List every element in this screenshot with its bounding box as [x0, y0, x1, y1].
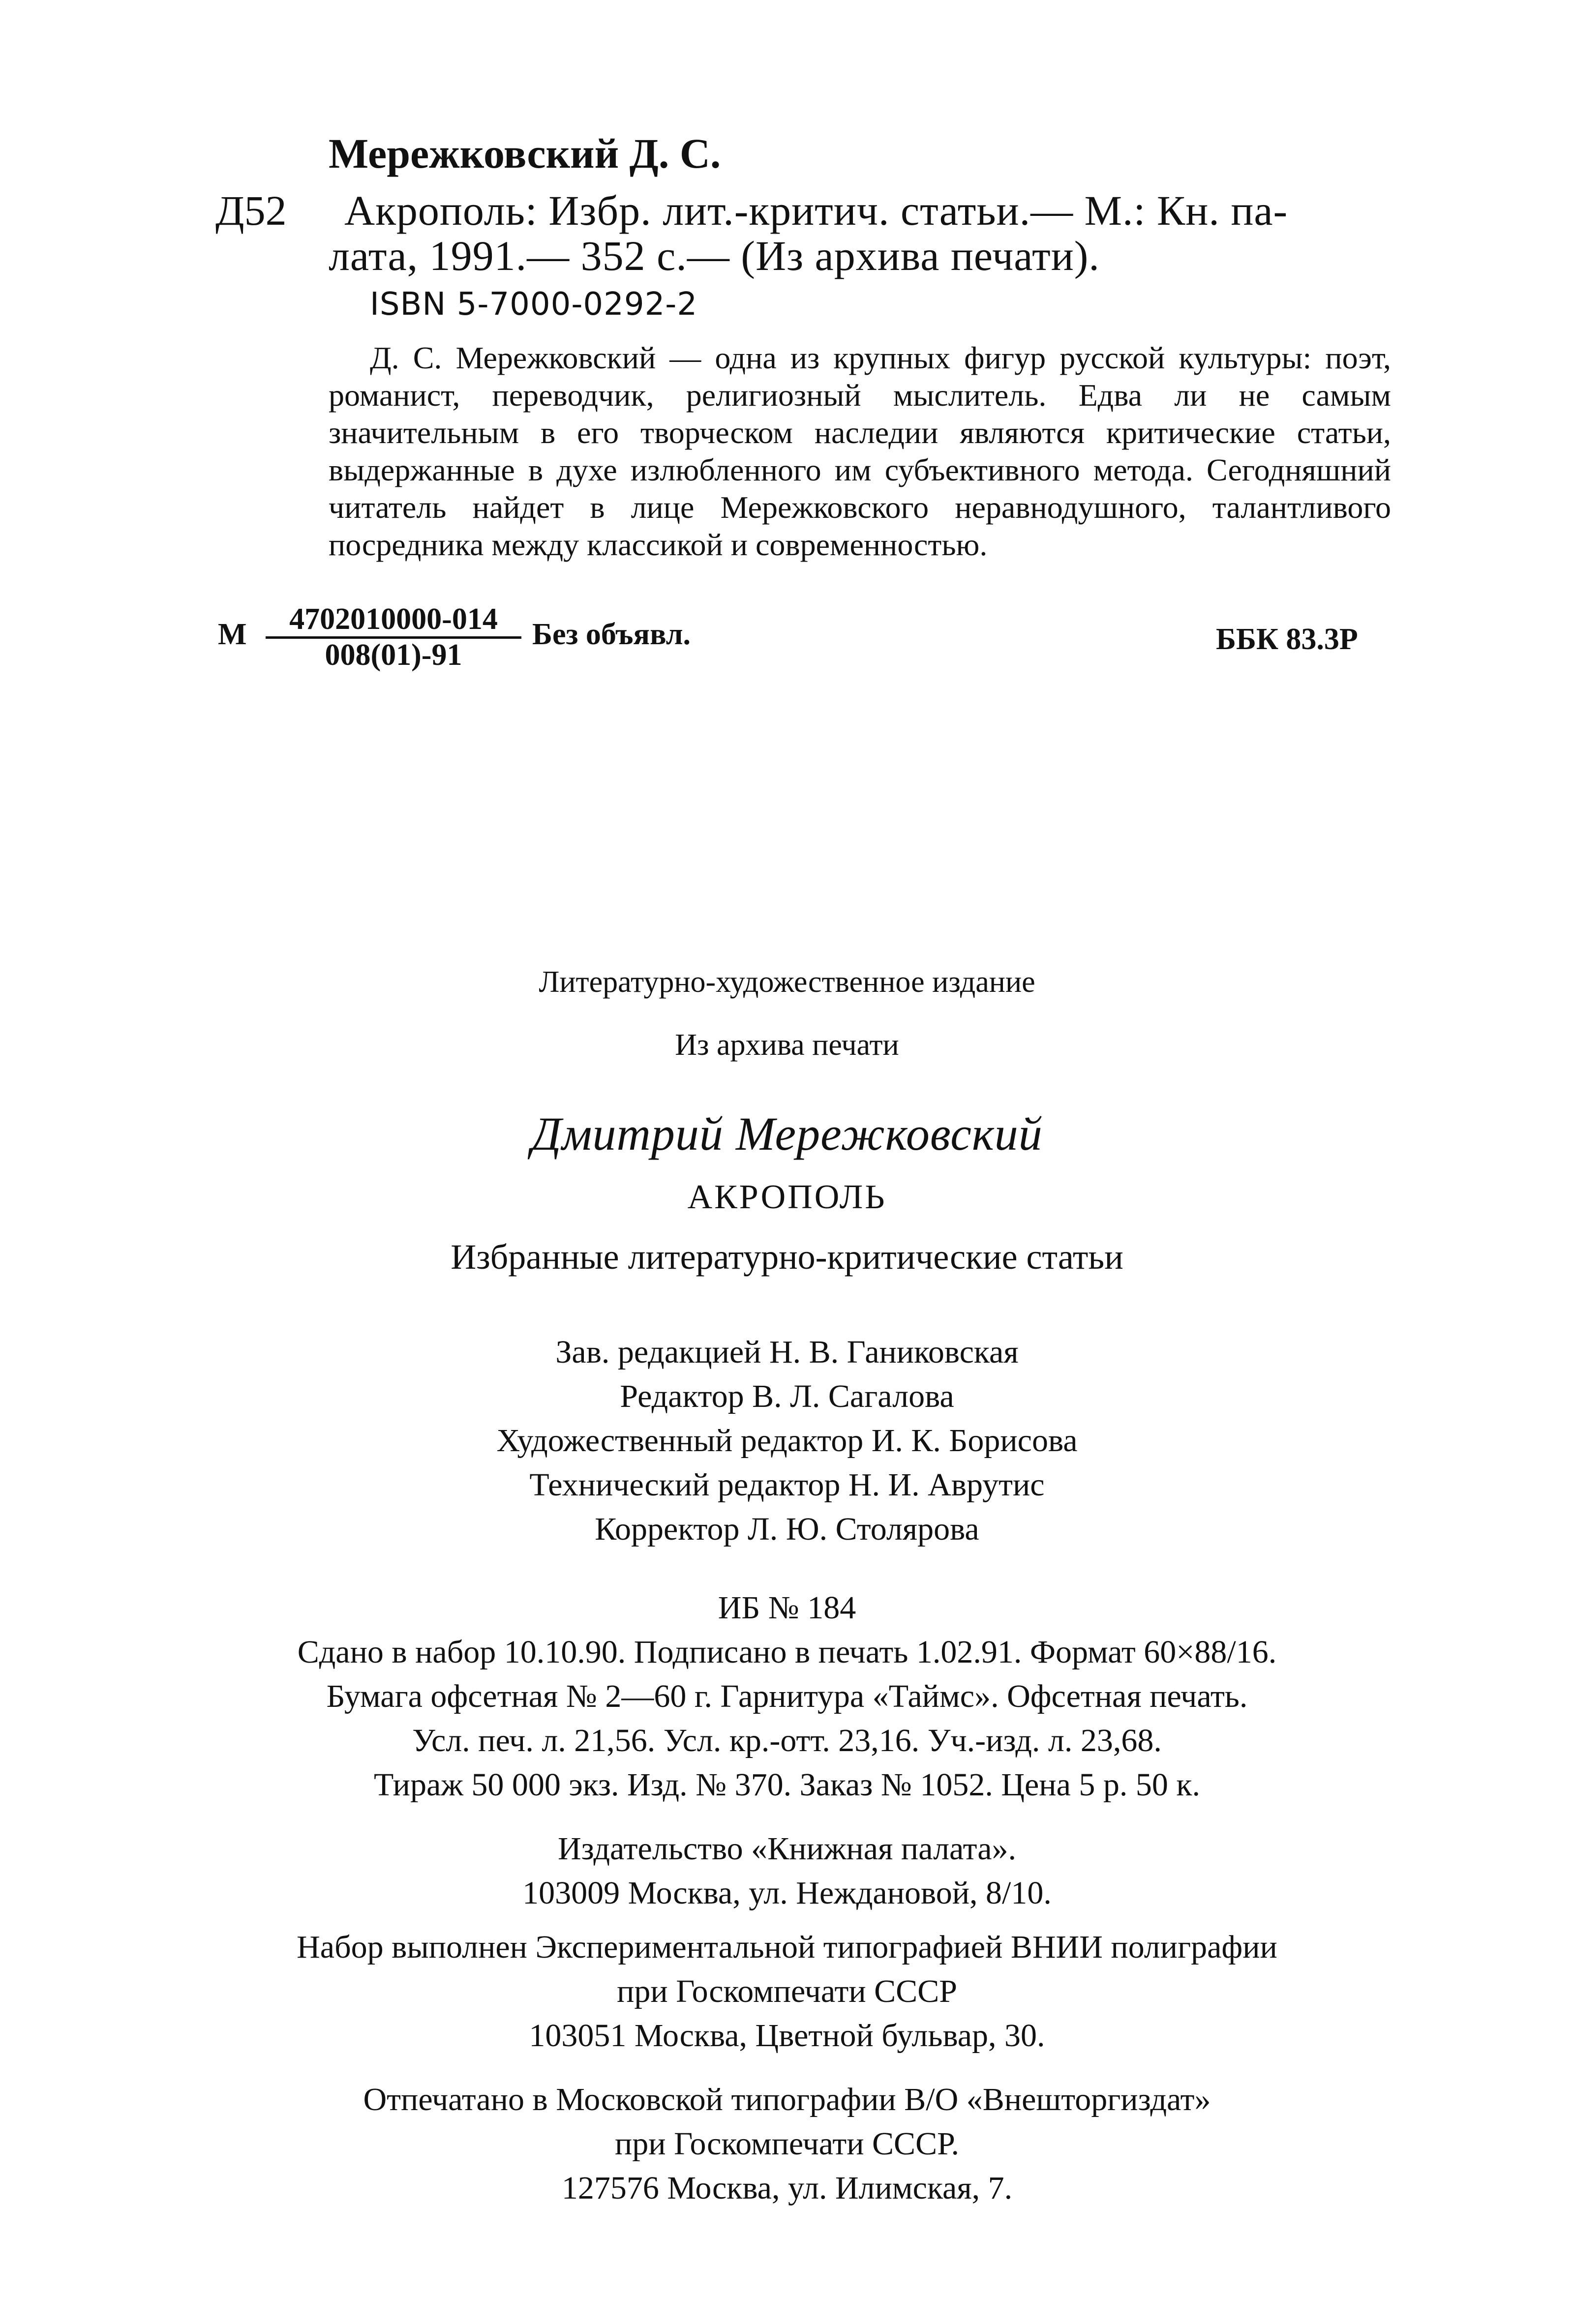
publisher-name: Издательство «Книжная палата». — [557, 1831, 1017, 1867]
publisher-address: 103009 Москва, ул. Неждановой, 8/10. — [522, 1875, 1052, 1911]
publication-code-fraction — [266, 603, 521, 671]
m-letter: М — [218, 618, 247, 651]
author-heading: Мережковский Д. С. — [329, 130, 721, 177]
no-announcement-note: Без объявл. — [532, 618, 691, 651]
imprint-line: Тираж 50 000 экз. Изд. № 370. Заказ № 1052. Цена 5 р. 50 к. — [374, 1767, 1200, 1803]
printing-line-2: при Госкомпечати СССР. — [614, 2126, 960, 2162]
staff-line: Технический редактор Н. И. Аврутис — [529, 1467, 1045, 1503]
typesetting-address: 103051 Москва, Цветной бульвар, 30. — [529, 2018, 1045, 2054]
imprint-line: Усл. печ. л. 21,56. Усл. кр.-отт. 23,16. Уч.-изд. л. 23,68. — [412, 1723, 1162, 1758]
book-author: Дмитрий Мережковский — [531, 1107, 1043, 1160]
annotation — [329, 339, 1391, 564]
typesetting-line-2: при Госкомпечати СССР — [617, 1973, 957, 2009]
catalog-code: Д52 — [215, 187, 287, 234]
code-numerator: 4702010000-014 — [266, 603, 521, 639]
annotation-text: Д. С. Мережковский — одна из крупных фигур русской культуры: поэт, романист, переводчик, религиозный мыслитель. Едва ли не самым значительным в его творческом наследии являются критические статьи, выдержанные в духе излюбленного им субъективного метода. Сегодняшний читатель найдет в лице Мережковского неравнодушного, талантливого посредника между классикой и современностью. — [329, 340, 1391, 562]
imprint-line: Бумага офсетная № 2—60 г. Гарнитура «Таймс». Офсетная печать. — [326, 1678, 1248, 1714]
staff-line: Художественный редактор И. К. Борисова — [496, 1423, 1078, 1459]
book-title: АКРОПОЛЬ — [687, 1178, 887, 1216]
edition-type: Литературно-художественное издание — [539, 965, 1035, 999]
bibliographic-description-line-1: Акрополь: Избр. лит.-критич. статьи.— М.: Кн. па- — [344, 187, 1288, 234]
staff-line: Корректор Л. Ю. Столярова — [595, 1511, 979, 1547]
series-name: Из архива печати — [675, 1028, 899, 1062]
book-subtitle: Избранные литературно-критические статьи — [451, 1237, 1123, 1277]
imprint-line: Сдано в набор 10.10.90. Подписано в печать 1.02.91. Формат 60×88/16. — [297, 1634, 1277, 1670]
code-denominator: 008(01)-91 — [325, 638, 462, 672]
typesetting-line-1: Набор выполнен Экспериментальной типографией ВНИИ полиграфии — [297, 1929, 1277, 1965]
staff-line: Редактор В. Л. Сагалова — [620, 1378, 954, 1414]
isbn: ISBN 5-7000-0292-2 — [370, 286, 698, 323]
ib-number: ИБ № 184 — [718, 1590, 856, 1626]
staff-line: Зав. редакцией Н. В. Ганиковская — [555, 1334, 1019, 1370]
printing-address: 127576 Москва, ул. Илимская, 7. — [561, 2170, 1013, 2206]
printing-line-1: Отпечатано в Московской типографии В/О «Внешторгиздат» — [363, 2082, 1211, 2117]
bibliographic-description-line-2: лата, 1991.— 352 с.— (Из архива печати). — [329, 232, 1100, 279]
bbk-code: ББК 83.3Р — [1216, 623, 1358, 656]
